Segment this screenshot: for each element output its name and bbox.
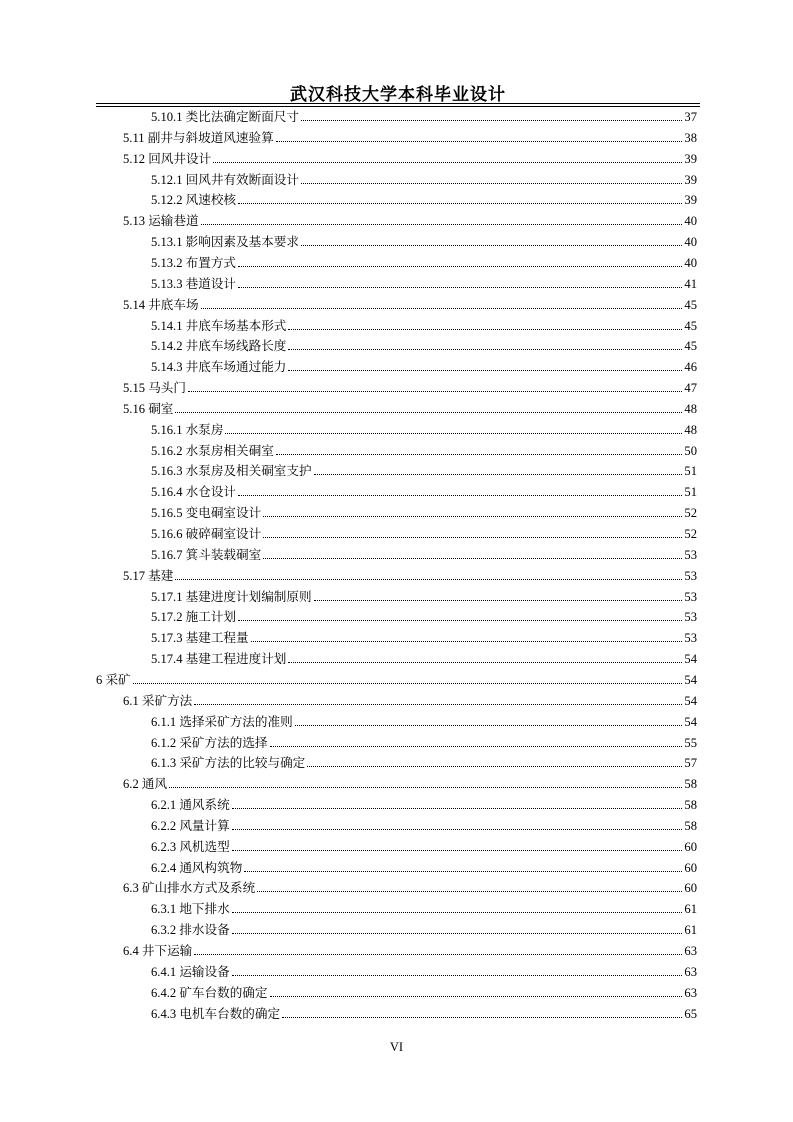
toc-dot-leader — [276, 454, 683, 455]
toc-entry[interactable] — [151, 439, 697, 459]
toc-entry-label: 5.16.7 箕斗装载硐室 — [151, 547, 262, 562]
toc-entry[interactable] — [151, 522, 697, 542]
toc-entry-page: 63 — [684, 964, 697, 979]
page-number: VI — [389, 1040, 404, 1054]
toc-dot-leader — [201, 224, 683, 225]
toc-entry[interactable] — [151, 835, 697, 855]
toc-entry-page: 60 — [684, 860, 697, 875]
toc-entry[interactable] — [151, 543, 697, 563]
toc-entry[interactable] — [151, 814, 697, 834]
toc-dot-leader — [201, 308, 683, 309]
toc-entry[interactable] — [151, 793, 697, 813]
toc-entry-label: 5.14.2 井底车场线路长度 — [151, 339, 287, 354]
toc-dot-leader — [232, 808, 683, 809]
toc-dot-leader — [188, 391, 682, 392]
toc-entry[interactable] — [123, 939, 697, 959]
toc-entry-page: 39 — [684, 172, 697, 187]
toc-entry[interactable] — [151, 355, 697, 375]
toc-entry-label: 5.13.1 影响因素及基本要求 — [151, 235, 299, 250]
toc-entry-label: 5.12.1 回风井有效断面设计 — [151, 172, 299, 187]
toc-dot-leader — [232, 850, 683, 851]
toc-entry[interactable] — [151, 918, 697, 938]
toc-entry-page: 37 — [684, 110, 697, 124]
toc-entry-page: 53 — [684, 610, 697, 625]
toc-dot-leader — [238, 495, 682, 496]
toc-entry-page: 45 — [684, 297, 697, 312]
toc-dot-leader — [263, 537, 682, 538]
toc-dot-leader — [301, 245, 682, 246]
toc-entry-label: 6.3.1 地下排水 — [151, 902, 230, 917]
toc-entry-label: 6.2.2 风量计算 — [151, 818, 230, 833]
toc-entry-page: 63 — [684, 944, 697, 958]
toc-dot-leader — [232, 933, 683, 934]
toc-entry[interactable] — [151, 168, 697, 188]
toc-dot-leader — [238, 620, 682, 621]
toc-dot-leader — [270, 746, 683, 747]
toc-dot-leader — [263, 558, 682, 559]
toc-entry-page: 50 — [684, 443, 697, 458]
toc-dot-leader — [194, 704, 682, 705]
toc-entry[interactable] — [123, 397, 697, 417]
toc-dot-leader — [295, 725, 683, 726]
toc-entry[interactable] — [151, 251, 697, 271]
toc-dot-leader — [175, 412, 682, 413]
toc-entry-page: 58 — [684, 818, 697, 833]
toc-entry-page: 53 — [684, 568, 697, 583]
toc-entry-label: 5.16.5 变电硐室设计 — [151, 506, 262, 521]
toc-entry[interactable] — [151, 480, 697, 500]
toc-entry-label: 5.15 马头门 — [123, 381, 186, 396]
toc-dot-leader — [238, 203, 682, 204]
toc-entry-label: 6.1.2 采矿方法的选择 — [151, 735, 268, 750]
toc-entry-page: 45 — [684, 318, 697, 333]
toc-entry-label: 5.13 运输巷道 — [123, 214, 199, 229]
toc-entry[interactable] — [123, 293, 697, 313]
toc-entry-label: 6.4.2 矿车台数的确定 — [151, 985, 268, 1000]
toc-entry-label: 5.13.2 布置方式 — [151, 255, 237, 270]
toc-entry-page: 58 — [684, 798, 697, 813]
toc-entry-page: 45 — [684, 339, 697, 354]
toc-dot-leader — [314, 600, 683, 601]
toc-entry-page: 58 — [684, 777, 697, 792]
toc-dot-leader — [251, 641, 683, 642]
toc-entry-page: 51 — [684, 464, 697, 479]
toc-entry-page: 54 — [684, 693, 697, 708]
toc-entry-label: 5.17.3 基建工程量 — [151, 631, 249, 646]
toc-entry-page: 40 — [684, 255, 697, 270]
header-rule-thick — [96, 103, 700, 104]
toc-dot-leader — [225, 433, 682, 434]
toc-entry-page: 54 — [684, 714, 697, 729]
toc-entry-page: 40 — [684, 235, 697, 250]
toc-entry-label: 5.17 基建 — [123, 568, 174, 583]
toc-entry-page: 52 — [684, 506, 697, 521]
toc-entry-label: 5.16.1 水泵房 — [151, 422, 224, 437]
toc-entry[interactable] — [151, 960, 697, 980]
toc-entry[interactable] — [151, 188, 697, 208]
toc-entry-label: 6.4 井下运输 — [123, 944, 193, 958]
toc-entry-label: 5.13.3 巷道设计 — [151, 276, 237, 291]
toc-entry-label: 6 采矿 — [96, 672, 131, 687]
toc-entry-label: 5.16.3 水泵房及相关硐室支护 — [151, 464, 312, 479]
toc-entry[interactable] — [151, 105, 697, 125]
toc-dot-leader — [257, 891, 682, 892]
toc-entry[interactable] — [123, 147, 697, 167]
toc-entry-label: 6.1.3 采矿方法的比较与确定 — [151, 756, 306, 771]
toc-entry[interactable] — [151, 585, 697, 605]
toc-entry[interactable] — [151, 605, 697, 625]
toc-entry[interactable] — [151, 981, 697, 1001]
toc-dot-leader — [232, 975, 683, 976]
toc-entry-page: 39 — [684, 151, 697, 166]
toc-entry-page: 46 — [684, 360, 697, 375]
toc-entry-label: 6.1.1 选择采矿方法的准则 — [151, 714, 293, 729]
toc-entry-label: 6.2 通风 — [123, 777, 168, 792]
toc-entry-page: 65 — [684, 1006, 697, 1021]
toc-entry-label: 5.12 回风井设计 — [123, 151, 212, 166]
toc-entry-label: 5.14 井底车场 — [123, 297, 199, 312]
toc-entry[interactable] — [151, 856, 697, 876]
toc-dot-leader — [194, 954, 682, 955]
toc-entry-label: 5.16 硐室 — [123, 401, 174, 416]
toc-dot-leader — [238, 287, 682, 288]
toc-entry-label: 5.14.3 井底车场通过能力 — [151, 360, 287, 375]
toc-dot-leader — [288, 329, 682, 330]
toc-dot-leader — [232, 912, 683, 913]
toc-entry-page: 52 — [684, 527, 697, 541]
toc-entry[interactable] — [123, 772, 697, 792]
toc-entry-page: 39 — [684, 193, 697, 208]
toc-entry[interactable] — [123, 376, 697, 396]
toc-entry-page: 48 — [684, 422, 697, 437]
toc-dot-leader — [238, 266, 682, 267]
toc-entry[interactable] — [151, 647, 697, 667]
toc-entry-page: 60 — [684, 839, 697, 854]
toc-entry-page: 54 — [684, 672, 697, 687]
toc-dot-leader — [307, 766, 682, 767]
toc-entry-label: 6.4.3 电机车台数的确定 — [151, 1006, 281, 1021]
toc-entry-page: 40 — [684, 214, 697, 229]
toc-entry[interactable] — [151, 1002, 697, 1022]
toc-entry-label: 6.3 矿山排水方式及系统 — [123, 881, 256, 896]
toc-entry-label: 5.10.1 类比法确定断面尺寸 — [151, 110, 299, 124]
toc-entry[interactable] — [151, 272, 697, 292]
toc-dot-leader — [270, 996, 683, 997]
toc-dot-leader — [301, 183, 682, 184]
toc-entry-label: 5.17.1 基建进度计划编制原则 — [151, 589, 312, 604]
toc-dot-leader — [276, 141, 683, 142]
toc-entry[interactable] — [151, 897, 697, 917]
toc-dot-leader — [175, 579, 682, 580]
toc-dot-leader — [282, 1017, 682, 1018]
toc-dot-leader — [169, 787, 682, 788]
toc-entry-page: 57 — [684, 756, 697, 771]
toc-dot-leader — [232, 829, 683, 830]
toc-dot-leader — [288, 349, 682, 350]
toc-entry-label: 6.3.2 排水设备 — [151, 923, 230, 938]
toc-entry[interactable] — [151, 731, 697, 751]
toc-entry[interactable] — [151, 418, 697, 438]
toc-entry[interactable] — [151, 314, 697, 334]
toc-entry-page: 60 — [684, 881, 697, 896]
toc-entry[interactable] — [123, 209, 697, 229]
toc-entry-page: 48 — [684, 401, 697, 416]
toc-entry-label: 5.14.1 井底车场基本形式 — [151, 318, 287, 333]
toc-entry[interactable] — [151, 751, 697, 771]
toc-entry-page: 55 — [684, 735, 697, 750]
toc-entry[interactable] — [151, 626, 697, 646]
toc-entry-label: 6.1 采矿方法 — [123, 693, 193, 708]
toc-entry-page: 61 — [684, 923, 697, 938]
toc-entry-page: 53 — [684, 589, 697, 604]
toc-entry-label: 5.16.2 水泵房相关硐室 — [151, 443, 274, 458]
toc-entry[interactable] — [151, 230, 697, 250]
toc-entry-label: 5.17.2 施工计划 — [151, 610, 237, 625]
toc-entry-page: 38 — [684, 130, 697, 145]
toc-entry-page: 53 — [684, 547, 697, 562]
toc-entry[interactable] — [151, 710, 697, 730]
toc-dot-leader — [301, 120, 682, 121]
toc-entry-label: 6.2.3 风机选型 — [151, 839, 230, 854]
toc-entry-page: 47 — [684, 381, 697, 396]
toc-dot-leader — [133, 683, 683, 684]
toc-entry[interactable] — [96, 668, 697, 688]
toc-dot-leader — [314, 474, 683, 475]
toc-entry[interactable] — [123, 564, 697, 584]
toc-entry-page: 54 — [684, 652, 697, 667]
toc-entry-label: 5.16.4 水仓设计 — [151, 485, 237, 500]
toc-dot-leader — [263, 516, 682, 517]
toc-entry[interactable] — [151, 334, 697, 354]
toc-entry-label: 5.11 副井与斜坡道风速验算 — [123, 130, 274, 145]
toc-entry[interactable] — [151, 501, 697, 521]
toc-entry-label: 6.4.1 运输设备 — [151, 964, 230, 979]
toc-dot-leader — [244, 871, 682, 872]
toc-dot-leader — [288, 662, 682, 663]
toc-entry-label: 5.16.6 破碎硐室设计 — [151, 527, 262, 541]
toc-entry-label: 6.2.1 通风系统 — [151, 798, 230, 813]
toc-entry[interactable] — [151, 459, 697, 479]
toc-entry[interactable] — [123, 126, 697, 146]
toc-entry[interactable] — [123, 689, 697, 709]
toc-entry-page: 53 — [684, 631, 697, 646]
page-header-title: 武汉科技大学本科毕业设计 — [290, 85, 506, 105]
toc-entry-page: 63 — [684, 985, 697, 1000]
toc-entry-label: 5.17.4 基建工程进度计划 — [151, 652, 287, 667]
toc-entry-page: 41 — [684, 276, 697, 291]
toc-entry-page: 61 — [684, 902, 697, 917]
toc-entry[interactable] — [123, 876, 697, 896]
toc-entry-page: 51 — [684, 485, 697, 500]
toc-dot-leader — [288, 370, 682, 371]
toc-entry-label: 5.12.2 风速校核 — [151, 193, 237, 208]
toc-dot-leader — [213, 162, 682, 163]
toc-entry-label: 6.2.4 通风构筑物 — [151, 860, 243, 875]
